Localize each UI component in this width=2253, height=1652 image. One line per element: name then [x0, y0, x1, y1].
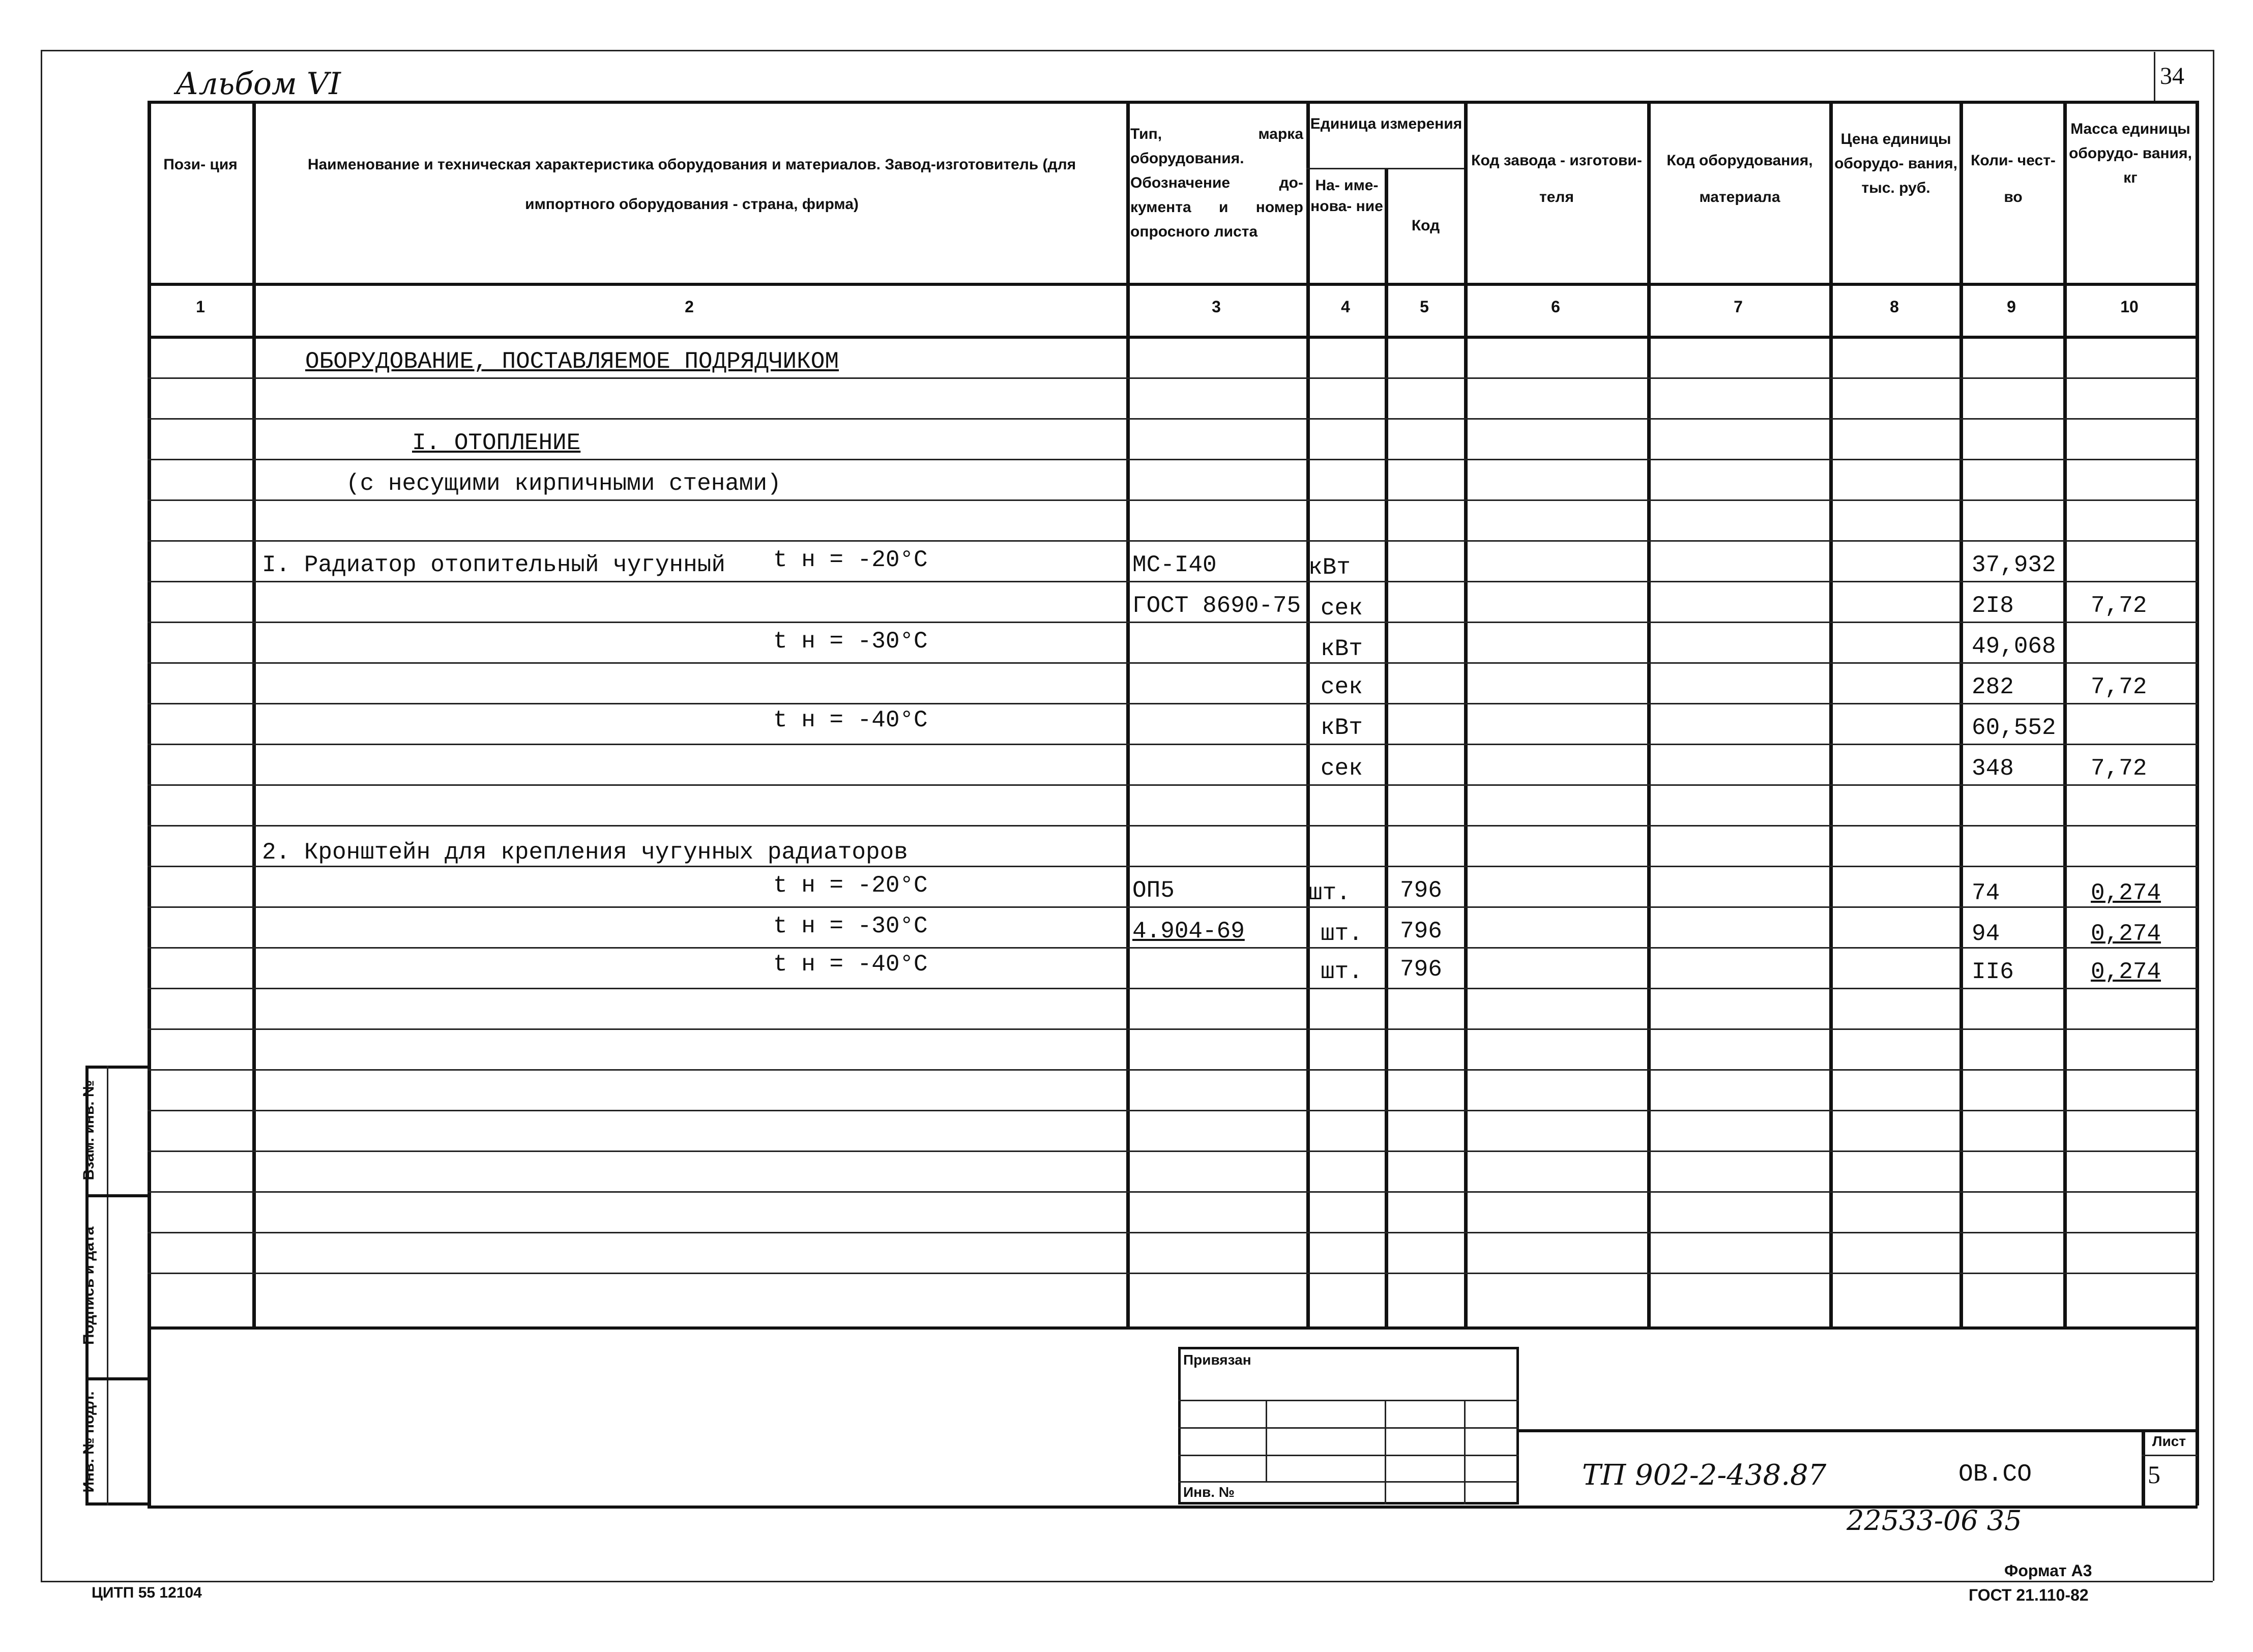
row12-qty: II6	[1972, 959, 2014, 985]
sheet-value: 5	[2148, 1460, 2160, 1489]
row8-qty: 348	[1972, 755, 2014, 782]
footer-format: Формат А3	[2004, 1561, 2092, 1580]
row10-code: 796	[1400, 877, 1442, 904]
side-strip-inner	[107, 1066, 108, 1506]
header-unit-name: На- име- нова- ние	[1310, 177, 1383, 215]
row-line	[148, 906, 2198, 908]
row7-unit: кВт	[1321, 715, 1363, 741]
header-bottom	[148, 283, 2198, 286]
row-line	[148, 1232, 2198, 1233]
title-block-sheet-div	[2142, 1455, 2198, 1456]
row8-mass: 7,72	[2091, 755, 2147, 782]
row-line	[148, 744, 2198, 745]
header-type: Тип, марка оборудования. Обозначение до- кумента и номер опросного листа	[1130, 126, 1303, 240]
row7-temp: t н = -40°С	[773, 707, 928, 733]
colnum-bottom	[148, 336, 2198, 339]
item-radiator-qty: 37,932	[1972, 552, 2056, 578]
table-top	[148, 101, 2198, 104]
side-label-inv: Инв. № подл.	[80, 1391, 97, 1493]
row8-unit: сек	[1321, 755, 1363, 782]
row10-temp: t н = -20°С	[773, 872, 928, 899]
row5-qty: 49,068	[1972, 633, 2056, 660]
row12-temp: t н = -40°С	[773, 951, 928, 978]
header-maker-code: Код завода - изготови- теля	[1471, 152, 1642, 205]
row4-qty: 2I8	[1972, 593, 2014, 619]
side-label-signature: Подпись и дата	[80, 1226, 97, 1345]
album-label: Альбом VI	[175, 66, 341, 102]
header-unit-group: Единица измерения	[1310, 115, 1462, 132]
row10-unit: шт.	[1308, 880, 1351, 906]
colnum-10: 10	[2120, 298, 2139, 316]
row11-unit: шт.	[1321, 921, 1363, 947]
row6-unit: сек	[1321, 674, 1363, 700]
table-right	[2196, 101, 2199, 1506]
stamp-line	[1178, 1455, 1519, 1456]
row11-type: 4.904-69	[1132, 918, 1245, 945]
section-title: ОБОРУДОВАНИЕ, ПОСТАВЛЯЕМОЕ ПОДРЯДЧИКОМ	[305, 348, 839, 375]
colnum-5: 5	[1420, 298, 1429, 316]
col-line-5	[1464, 101, 1468, 1328]
col-line-3	[1306, 101, 1310, 1328]
colnum-1: 1	[196, 298, 205, 316]
colnum-6: 6	[1551, 298, 1560, 316]
stamp-vline	[1266, 1400, 1267, 1481]
header-name: Наименование и техническая характеристика оборудования и материалов. Завод-изготовитель (для импортного оборудования - страна, фирма)	[307, 156, 1076, 213]
row-line	[148, 622, 2198, 623]
header-qty: Коли- чест- во	[1971, 152, 2056, 205]
row-line	[148, 581, 2198, 582]
sheet-number-top: 34	[2160, 63, 2184, 90]
item-radiator-name: I. Радиатор отопительный чугунный	[262, 552, 725, 578]
unit-subheader-line	[1306, 168, 1464, 169]
row-line	[148, 1028, 2198, 1030]
frame-left	[41, 50, 42, 1581]
item-radiator-gost: ГОСТ 8690-75	[1132, 593, 1301, 619]
header-mass: Масса единицы оборудо- вания, кг	[2069, 121, 2192, 186]
row-line	[148, 947, 2198, 949]
row-line	[148, 1069, 2198, 1071]
col-line-6	[1647, 101, 1651, 1328]
col-line-4	[1385, 168, 1388, 1328]
subsection-note: (с несущими кирпичными стенами)	[346, 470, 781, 497]
row-line	[148, 784, 2198, 786]
stamp-line	[1178, 1427, 1519, 1429]
stamp-line	[1178, 1400, 1519, 1401]
row-line	[148, 866, 2198, 867]
row10-qty: 74	[1972, 880, 2000, 906]
col-line-7	[1829, 101, 1833, 1328]
subsection-heating: I. ОТОПЛЕНИЕ	[412, 430, 581, 456]
body-bottom	[148, 1326, 2198, 1330]
colnum-4: 4	[1341, 298, 1350, 316]
colnum-7: 7	[1734, 298, 1743, 316]
stamp-vline	[1464, 1400, 1466, 1504]
frame-bottom	[41, 1581, 2213, 1582]
row10-mass: 0,274	[2091, 880, 2161, 906]
col-line-1	[252, 101, 256, 1328]
row-line	[148, 1191, 2198, 1193]
row10-type: ОП5	[1132, 877, 1175, 904]
row6-mass: 7,72	[2091, 674, 2147, 700]
row4-mass: 7,72	[2091, 593, 2147, 619]
col-line-8	[1959, 101, 1963, 1328]
row12-mass: 0,274	[2091, 959, 2161, 985]
row-line	[148, 377, 2198, 379]
colnum-9: 9	[2007, 298, 2016, 316]
item-bracket-name: 2. Кронштейн для крепления чугунных радиаторов	[262, 839, 908, 866]
row7-qty: 60,552	[1972, 715, 2056, 741]
colnum-2: 2	[685, 298, 694, 316]
item-radiator-temp-20: t н = -20°С	[773, 547, 928, 573]
title-block-top	[1519, 1429, 2198, 1432]
frame-top	[41, 50, 2213, 51]
stamp-line	[1178, 1481, 1519, 1483]
stamp-inv-label: Инв. №	[1183, 1484, 1235, 1500]
row-line	[148, 418, 2198, 420]
row11-mass: 0,274	[2091, 921, 2161, 947]
col-line-2	[1126, 101, 1130, 1328]
doc-suffix: ОВ.СО	[1958, 1461, 2032, 1488]
header-equip-code: Код оборудования, материала	[1666, 152, 1813, 205]
row-line	[148, 988, 2198, 989]
side-label-replace: Взам. инв. №	[80, 1080, 97, 1181]
side-strip-div2	[85, 1377, 148, 1380]
row11-qty: 94	[1972, 921, 2000, 947]
row5-unit: кВт	[1321, 636, 1363, 662]
row5-temp: t н = -30°С	[773, 628, 928, 655]
colnum-3: 3	[1212, 298, 1221, 316]
row-line	[148, 499, 2198, 501]
sheet-label: Лист	[2152, 1433, 2186, 1449]
row-line	[148, 662, 2198, 664]
row11-code: 796	[1400, 918, 1442, 945]
doc-code: ТП 902-2-438.87	[1582, 1459, 1827, 1492]
row4-unit: сек	[1321, 595, 1363, 622]
row-line	[148, 1150, 2198, 1152]
frame-right	[2213, 50, 2214, 1581]
col-line-9	[2063, 101, 2067, 1328]
row-line	[148, 540, 2198, 542]
footer-left: ЦИТП 55 12104	[92, 1584, 202, 1601]
row11-temp: t н = -30°С	[773, 913, 928, 939]
handwritten-number: 22533-06 35	[1847, 1504, 2022, 1537]
row12-code: 796	[1400, 956, 1442, 983]
row-line	[148, 459, 2198, 460]
header-price: Цена единицы оборудо- вания, тыс. руб.	[1834, 131, 1957, 196]
side-strip-div1	[85, 1194, 148, 1197]
row-line	[148, 703, 2198, 704]
row-line	[148, 1110, 2198, 1111]
header-pos: Пози- ция	[163, 156, 238, 173]
item-radiator-unit: кВт	[1308, 554, 1351, 581]
row12-unit: шт.	[1321, 959, 1363, 985]
stamp-linked-label: Привязан	[1183, 1352, 1251, 1368]
row-line	[148, 1273, 2198, 1274]
stamp-vline	[1385, 1400, 1386, 1504]
row6-qty: 282	[1972, 674, 2014, 700]
footer-gost: ГОСТ 21.110-82	[1969, 1586, 2089, 1604]
header-unit-code: Код	[1411, 217, 1440, 234]
item-radiator-type: МС-I40	[1132, 552, 1217, 578]
row-line	[148, 825, 2198, 827]
colnum-8: 8	[1890, 298, 1899, 316]
